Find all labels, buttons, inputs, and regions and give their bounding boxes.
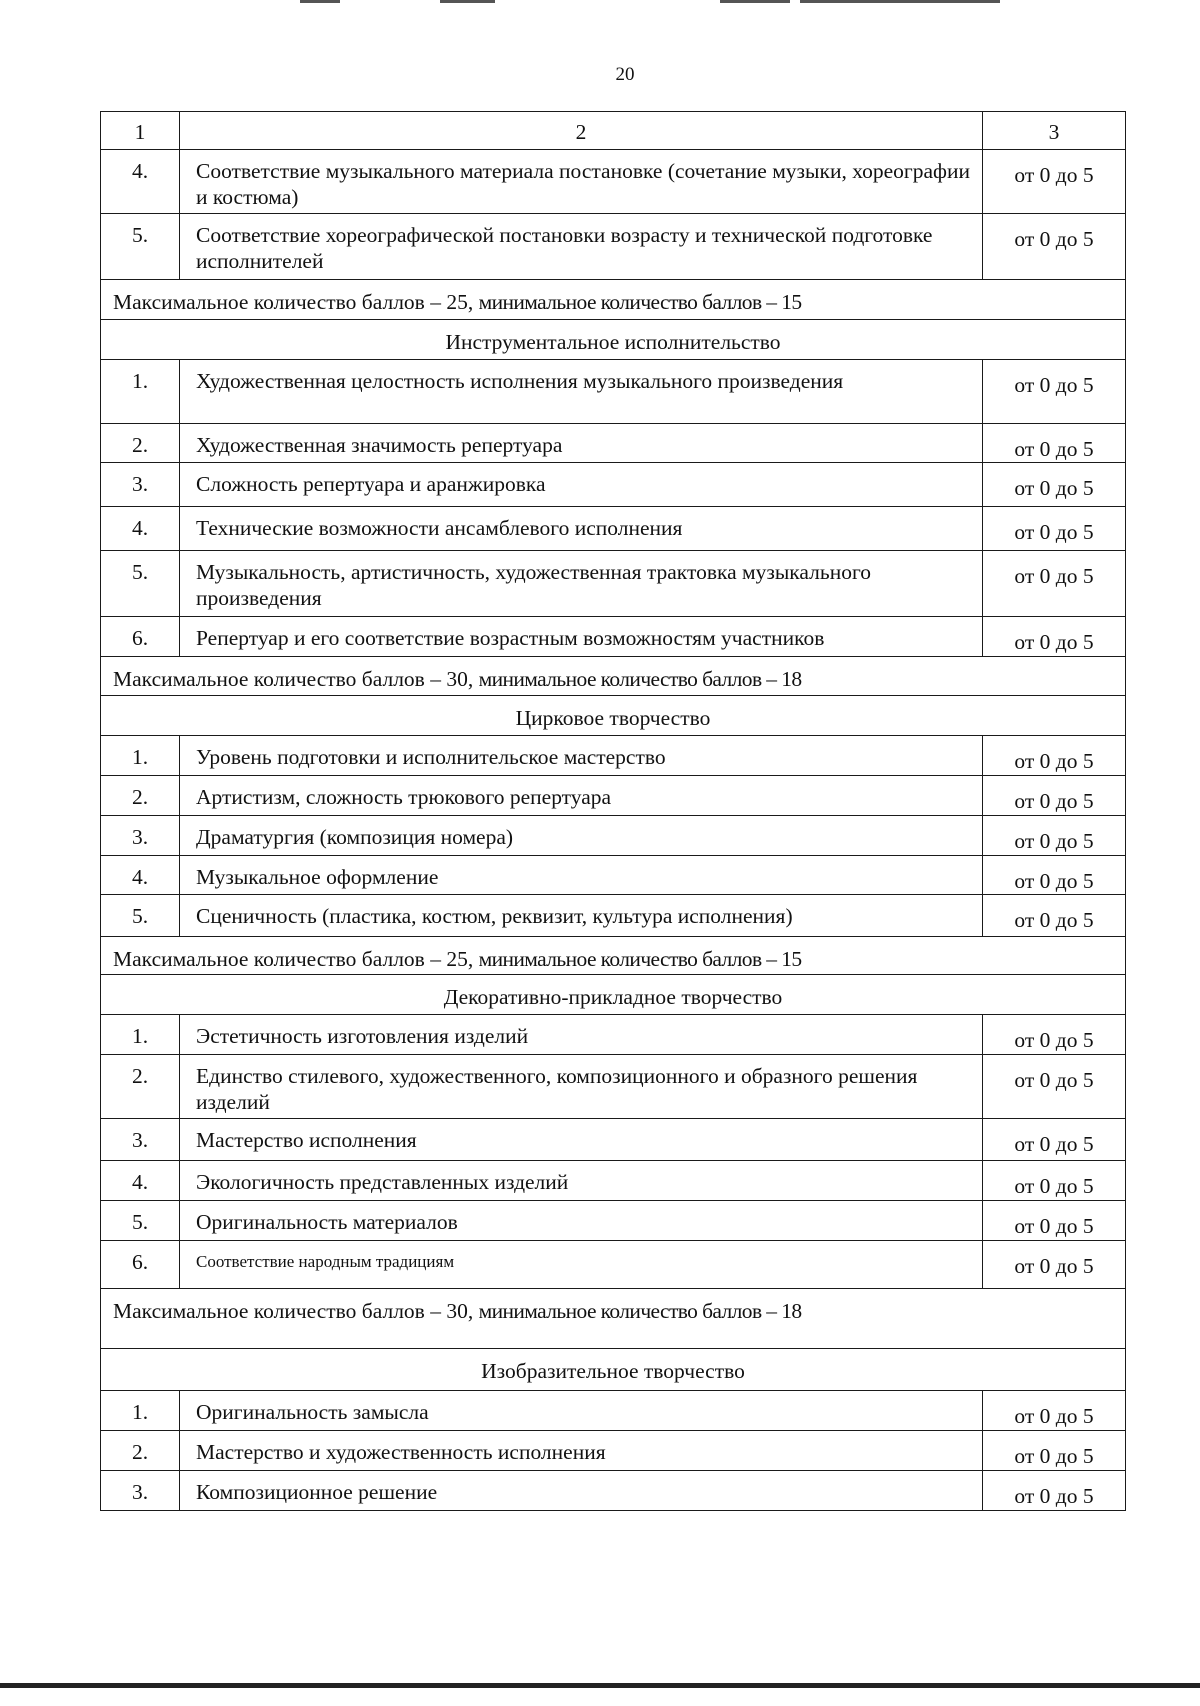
criteria-table [100,111,1126,1511]
score-range: от 0 до 5 [983,424,1126,463]
table-row [101,1431,1126,1471]
summary-max: Максимальное количество баллов – 25, [113,947,479,971]
summary-row [101,1289,1126,1349]
table-row [101,816,1126,856]
criterion-text: Оригинальность материалов [180,1201,983,1241]
score-range: от 0 до 5 [983,617,1126,657]
table-row [101,895,1126,937]
summary-min: минимальное количество баллов – 15 [478,947,802,971]
score-range: от 0 до 5 [983,776,1126,816]
row-number: 5. [101,1201,180,1241]
row-number: 4. [101,856,180,895]
header-col-1: 1 [101,112,180,150]
summary-text [101,657,1126,696]
score-range: от 0 до 5 [983,856,1126,895]
summary-row [101,280,1126,320]
table-row [101,1391,1126,1431]
row-number: 4. [101,150,180,214]
row-number: 5. [101,895,180,937]
score-range: от 0 до 5 [983,1119,1126,1161]
score-range: от 0 до 5 [983,895,1126,937]
criterion-text: Соответствие музыкального материала постановке (сочетание музыки, хореографии и костюма) [180,150,983,214]
score-range: от 0 до 5 [983,736,1126,776]
summary-max: Максимальное количество баллов – 30, [113,1299,479,1323]
score-range: от 0 до 5 [983,1391,1126,1431]
row-number: 1. [101,1015,180,1055]
row-number: 2. [101,1055,180,1119]
score-range: от 0 до 5 [983,150,1126,214]
score-range: от 0 до 5 [983,1241,1126,1289]
score-range: от 0 до 5 [983,214,1126,280]
summary-text [101,280,1126,320]
table-header-row [101,112,1126,150]
row-number: 4. [101,507,180,551]
criterion-text: Художественная значимость репертуара [180,424,983,463]
criterion-text: Соответствие народным традициям [180,1241,983,1289]
table-row [101,1015,1126,1055]
table-row [101,551,1126,617]
table-row [101,1161,1126,1201]
row-number: 4. [101,1161,180,1201]
score-range: от 0 до 5 [983,1201,1126,1241]
score-range: от 0 до 5 [983,1471,1126,1511]
criterion-text: Мастерство и художественность исполнения [180,1431,983,1471]
table-row [101,1201,1126,1241]
table-row [101,424,1126,463]
score-range: от 0 до 5 [983,551,1126,617]
criterion-text: Репертуар и его соответствие возрастным возможностям участников [180,617,983,657]
criterion-text: Художественная целостность исполнения музыкального произведения [180,360,983,424]
table-row [101,1119,1126,1161]
criterion-text: Оригинальность замысла [180,1391,983,1431]
scan-artifact-top [800,0,1000,3]
criterion-text: Артистизм, сложность трюкового репертуара [180,776,983,816]
row-number: 3. [101,816,180,856]
row-number: 6. [101,617,180,657]
score-range: от 0 до 5 [983,360,1126,424]
row-number: 1. [101,736,180,776]
table-row [101,507,1126,551]
section-title-row [101,1349,1126,1391]
criterion-text: Эстетичность изготовления изделий [180,1015,983,1055]
criterion-text: Мастерство исполнения [180,1119,983,1161]
summary-text [101,937,1126,975]
header-col-2: 2 [180,112,983,150]
criterion-text: Уровень подготовки и исполнительское мастерство [180,736,983,776]
score-range: от 0 до 5 [983,463,1126,507]
criterion-text: Сценичность (пластика, костюм, реквизит, культура исполнения) [180,895,983,937]
table-row [101,776,1126,816]
table-row [101,1241,1126,1289]
table-row [101,736,1126,776]
scan-artifact-top [720,0,790,3]
criterion-text: Экологичность представленных изделий [180,1161,983,1201]
summary-min: минимальное количество баллов – 18 [478,667,802,691]
row-number: 1. [101,1391,180,1431]
row-number: 3. [101,463,180,507]
row-number: 2. [101,776,180,816]
row-number: 2. [101,424,180,463]
score-range: от 0 до 5 [983,1055,1126,1119]
criterion-text: Технические возможности ансамблевого исполнения [180,507,983,551]
summary-max: Максимальное количество баллов – 25, [113,290,479,314]
section-title-row [101,320,1126,360]
section-title-row [101,975,1126,1015]
scan-artifact-top [300,0,340,3]
row-number: 5. [101,551,180,617]
section-title-row [101,696,1126,736]
criterion-text: Единство стилевого, художественного, композиционного и образного решения изделий [180,1055,983,1119]
criterion-text: Соответствие хореографической постановки возрасту и технической подготовке исполнителей [180,214,983,280]
scan-artifact-bottom [0,1683,1200,1688]
section-title: Цирковое творчество [101,696,1126,736]
criterion-text: Драматургия (композиция номера) [180,816,983,856]
page-number: 20 [615,64,635,85]
row-number: 1. [101,360,180,424]
summary-row [101,937,1126,975]
score-range: от 0 до 5 [983,507,1126,551]
summary-min: минимальное количество баллов – 15 [478,290,802,314]
criterion-text: Музыкальное оформление [180,856,983,895]
row-number: 5. [101,214,180,280]
scan-artifact-top [440,0,495,3]
table-row [101,617,1126,657]
criterion-text: Сложность репертуара и аранжировка [180,463,983,507]
table-row [101,1055,1126,1119]
score-range: от 0 до 5 [983,1161,1126,1201]
score-range: от 0 до 5 [983,816,1126,856]
summary-min: минимальное количество баллов – 18 [478,1299,802,1323]
summary-max: Максимальное количество баллов – 30, [113,667,479,691]
score-range: от 0 до 5 [983,1015,1126,1055]
row-number: 3. [101,1119,180,1161]
section-title: Декоративно-прикладное творчество [101,975,1126,1015]
summary-row [101,657,1126,696]
table-row [101,150,1126,214]
summary-text [101,1289,1126,1349]
row-number: 2. [101,1431,180,1471]
header-col-3: 3 [983,112,1126,150]
table-row [101,360,1126,424]
section-title: Изобразительное творчество [101,1349,1126,1391]
table-row [101,463,1126,507]
criterion-text: Музыкальность, артистичность, художественная трактовка музыкального произведения [180,551,983,617]
table-row [101,856,1126,895]
criterion-text: Композиционное решение [180,1471,983,1511]
row-number: 6. [101,1241,180,1289]
table-row [101,1471,1126,1511]
row-number: 3. [101,1471,180,1511]
table-row [101,214,1126,280]
score-range: от 0 до 5 [983,1431,1126,1471]
section-title: Инструментальное исполнительство [101,320,1126,360]
